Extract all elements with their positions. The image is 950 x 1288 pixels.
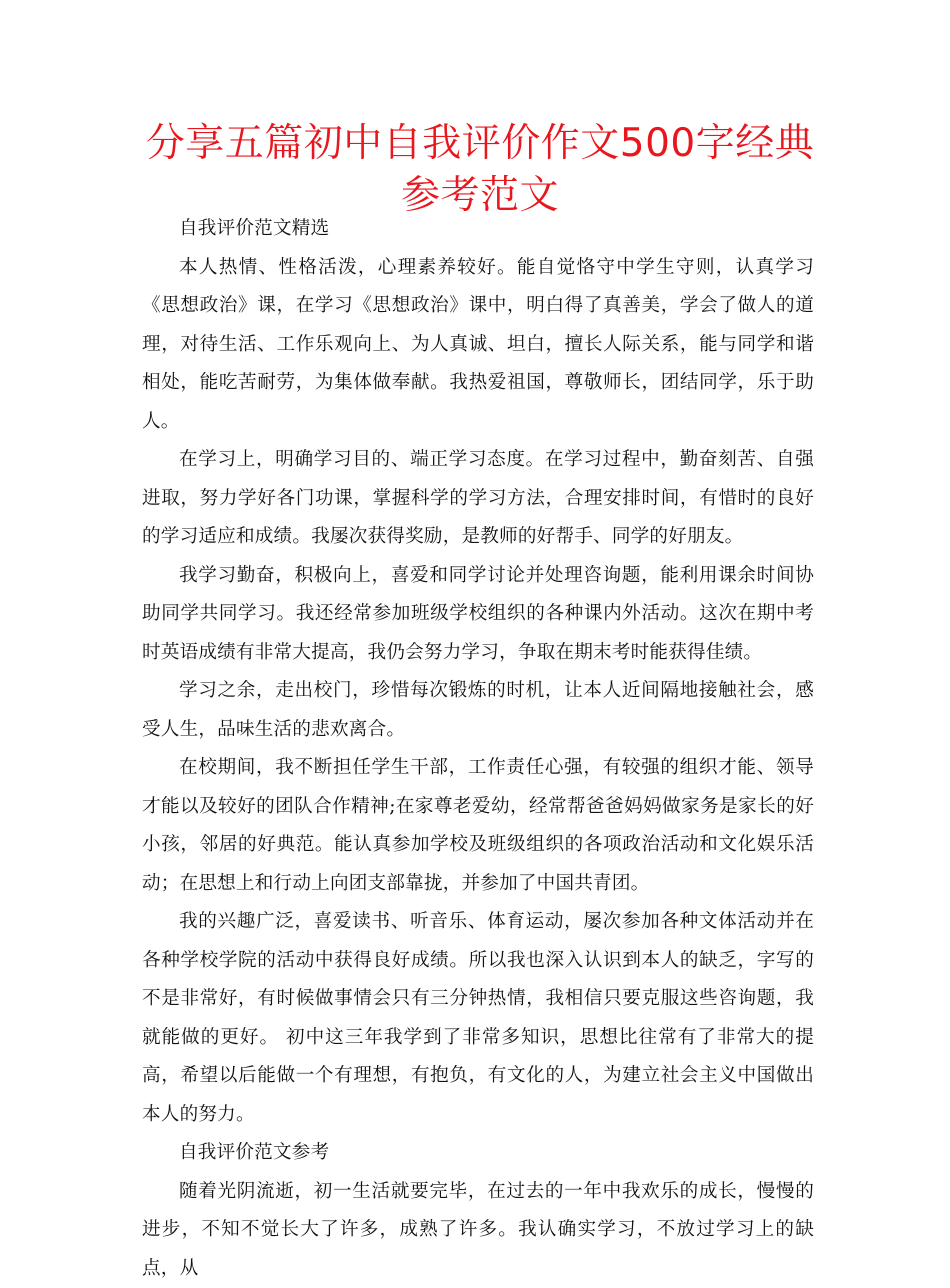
paragraph: 我的兴趣广泛，喜爱读书、听音乐、体育运动，屡次参加各种文体活动并在各种学校学院的活动中获得良好成绩。所以我也深入认识到本人的缺乏，字写的不是非常好，有时候做事情会只有三分钟热情，我相信只要克服这些咨询题，我就能做的更好。 初中这三年我学到了非常多知识，思想比往常有了非常大的提高，希望以后能做一个有理想，有抱负，有文化的人，为建立社会主义中国做出本人的努力。 [142, 903, 814, 1134]
paragraph: 在学习上，明确学习目的、端正学习态度。在学习过程中，勤奋刻苦、自强进取，努力学好各门功课，掌握科学的学习方法，合理安排时间，有惜时的良好的学习适应和成绩。我屡次获得奖励，是教师的好帮手、同学的好朋友。 [142, 441, 814, 557]
paragraph: 本人热情、性格活泼，心理素养较好。能自觉恪守中学生守则，认真学习《思想政治》课，在学习《思想政治》课中，明白得了真善美，学会了做人的道理，对待生活、工作乐观向上、为人真诚、坦白，擅长人际关系，能与同学和谐相处，能吃苦耐劳，为集体做奉献。我热爱祖国，尊敬师长，团结同学，乐于助人。 [142, 249, 814, 442]
paragraph: 学习之余，走出校门，珍惜每次锻炼的时机，让本人近间隔地接触社会，感受人生，品味生活的悲欢离合。 [142, 672, 814, 749]
paragraph: 我学习勤奋，积极向上，喜爱和同学讨论并处理咨询题，能利用课余时间协助同学共同学习。我还经常参加班级学校组织的各种课内外活动。这次在期中考时英语成绩有非常大提高，我仍会努力学习，争取在期末考时能获得佳绩。 [142, 557, 814, 673]
document-title: 分享五篇初中自我评价作文500字经典参考范文 [140, 118, 820, 222]
paragraph: 在校期间，我不断担任学生干部，工作责任心强，有较强的组织才能、领导才能以及较好的团队合作精神;在家尊老爱幼，经常帮爸爸妈妈做家务是家长的好小孩，邻居的好典范。能认真参加学校及班级组织的各项政治活动和文化娱乐活动；在思想上和行动上向团支部靠拢，并参加了中国共青团。 [142, 749, 814, 903]
section-heading-reference: 自我评价范文参考 [142, 1134, 814, 1173]
paragraph: 随着光阴流逝，初一生活就要完毕，在过去的一年中我欢乐的成长，慢慢的进步，不知不觉长大了许多，成熟了许多。我认确实学习，不放过学习上的缺点，从 [142, 1173, 814, 1288]
document-body [142, 210, 814, 1288]
section-heading-selected: 自我评价范文精选 [142, 210, 814, 249]
